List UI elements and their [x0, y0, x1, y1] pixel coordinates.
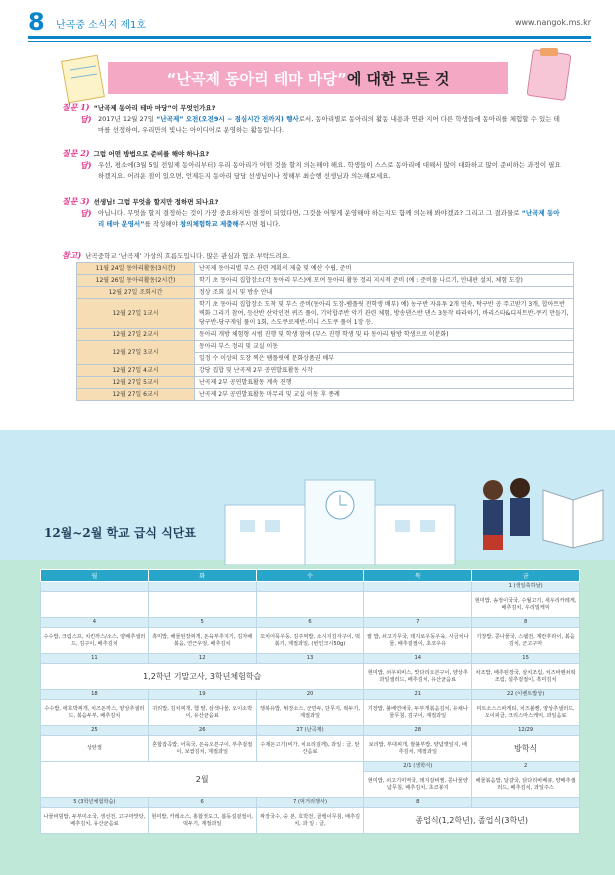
- date-cell: [148, 582, 256, 592]
- menu-cell: 꼬치어묵우동, 김주먹밥, 소시지김자구이, 떡볶기, 계절과일, (번인크시50g): [256, 628, 364, 654]
- date-cell: [256, 582, 364, 592]
- date-cell: 4: [41, 618, 149, 628]
- answer: 답) 2017년 12월 27일 “난곡제” 오전(오전9시 ~ 점심시간 전까지) 행사로서, 동아리별로 동아리의 활동 내용과 연관 지어 다른 학생들에 동아리를 체험할 수 있는 테마를 선정하여, 우리만의 빛나는 아이디어로 운영하는 활동입니다.: [80, 114, 560, 134]
- qa-item-3: [62, 196, 562, 230]
- menu-row: [41, 700, 580, 726]
- menu-cell: [148, 592, 256, 618]
- date-cell: [364, 582, 472, 592]
- date-cell: 12/29: [472, 726, 580, 736]
- menu-cell: 현미밥, 쇠고기미역국, 돼지갈비찜, 콩나물양념무침, 배추김치, 초코봉지: [364, 772, 472, 798]
- date-cell: 22 (이벤트밥상): [472, 690, 580, 700]
- weekday-header-row: [41, 570, 580, 582]
- table-row: [77, 275, 574, 287]
- schedule-desc: 동아리 부스 정리 및 교실 이동: [195, 341, 574, 353]
- table-row: [77, 389, 574, 401]
- date-cell: 27 (난곡제): [256, 726, 364, 736]
- date-row: [41, 798, 580, 808]
- date-cell: 6: [256, 618, 364, 628]
- table-row: [77, 341, 574, 353]
- menu-cell: 혼합잡곡밥, 어묵국, 돈육오븐구이, 부추겉절이, 보쌈김치, 계절과일: [148, 736, 256, 762]
- schedule-time: 12월 27일 4교시: [77, 365, 195, 377]
- weekday-header: 금: [472, 570, 580, 582]
- qa-item-2: [62, 148, 562, 182]
- menu-cell: 미트소스스파게티, 치즈볼빵, 양상추샐러드, 오이피클, 크리스마스케익, 과일음료: [472, 700, 580, 726]
- schedule-desc: 학기 초 동아리 집합장소(각 동아리 부스)에 모여 동아리 활동 정리 지시적 준비 (예 : 준비물 나르기, 안내판 설치, 체험 도장): [195, 275, 574, 287]
- schedule-desc: 일정 수 이상의 도장 찍은 팸플릿에 문화상품권 배부: [195, 353, 574, 365]
- section-title: “난곡제 동아리 테마 마당”에 대한 모든 것: [166, 70, 450, 88]
- menu-cell: 보리밥, 부대찌개, 쌀불부밥, 양념깻잎지, 배추김치, 계절과일: [364, 736, 472, 762]
- date-cell: 20: [256, 690, 364, 700]
- menu-row: [41, 808, 580, 834]
- menu-cell: 해물볶음밥, 달걀국, 닭다리바베큐, 양배추샐러드, 배추김치, 과일주스: [472, 772, 580, 798]
- header-rule: [28, 36, 591, 39]
- menu-cell: 기장밥, 불배연애국, 두부개볶음김치, 유채나물무침, 김구이, 계절과일: [364, 700, 472, 726]
- qa-item-1: [62, 102, 562, 136]
- menu-cell: 현미밥, 송정이국국, 수월고기, 새우리카레게, 배추김치, 우리밀케익: [472, 592, 580, 618]
- date-cell: 7 (먹거리행사): [256, 798, 364, 808]
- schedule-time: 12월 27일 2교시: [77, 329, 195, 341]
- answer: 답) 우선, 평소에(3월 5일 전일제 동아리부터) 우리 동아리가 어떤 것을 할지 의논해야 해요. 학생들이 스스로 동아리에 대해서 많이 대화하고 많이 준비하는 과정이 필요하겠지요. 어려운 점이 있으면, 언제든지 동아리 담당 선생님이나 정해부 최승행 선생님과 의논해보세요.: [80, 160, 561, 180]
- menu-cell: 성탄절: [41, 736, 149, 762]
- menu-row: [41, 736, 580, 762]
- students-illustration: [468, 470, 548, 565]
- schedule-time: 12월 27일 조회시간: [77, 287, 195, 299]
- table-row: [77, 299, 574, 329]
- date-cell: 19: [148, 690, 256, 700]
- answer: 답) 아닙니다. 무엇을 할지 결정하는 것이 가장 중요하지만 결정이 되었다면, 그것을 어떻게 운영해야 하는지도 함께 의논해 봐야겠죠? 그리고 그 결과물로 “난곡제 동아리 테마 운영서”를 작성해야 창의체험학교 제출해주시면 됩니다.: [80, 208, 560, 228]
- weekday-header: 수: [256, 570, 364, 582]
- date-cell: [41, 582, 149, 592]
- date-cell: 26: [148, 726, 256, 736]
- header-rule-thin: [28, 41, 591, 42]
- date-cell: 28: [364, 726, 472, 736]
- page-header: [0, 0, 615, 46]
- publication-name: 난곡중 소식지 제1호: [56, 20, 146, 31]
- menu-row: [41, 628, 580, 654]
- school-url[interactable]: www.nangok.ms.kr: [514, 18, 591, 27]
- date-row: [41, 618, 580, 628]
- vacation-cell: 방학식: [472, 736, 580, 762]
- clipboard-illustration: [520, 42, 580, 102]
- menu-cell: 차조밥, 배추된장국, 삼치조림, 치즈바렌쇠떡조림, 설추겉절이, 흑미김치: [472, 664, 580, 690]
- weekday-header: 목: [364, 570, 472, 582]
- exam-notice-cell: 1,2학년 기말고사, 3학년체험학습: [41, 664, 364, 690]
- question: 질문 3) 선생님! 그럼 무엇을 할지만 정하면 되나요?: [62, 196, 219, 206]
- schedule-desc: 학기 초 동아리 집합장소 도착 및 부스 준비(동아리 도장-팸플릿 전학생 배부) 예) 농구반 자유투 2개 연속, 탁구반 공 주고받기 3개, 합아트반 벽화 그리기 참여, 등산반 산악인전 퀴즈 풀이, 기악합주반 악기 관련 체험, 방송댄스반 댄스 3동작 따라하기, 바리스타&디저트반-쿠키 만들기, 당구반-당구게임 풀이 1회, 스도쿠로제반-미니 스도쿠 풀이 1장 등.: [195, 299, 574, 329]
- date-cell: 5 (3학년체험학습): [41, 798, 149, 808]
- menu-cell: [364, 592, 472, 618]
- page-number: 8: [28, 8, 45, 36]
- question: 질문 2) 그럼 어떤 방법으로 준비를 해야 하나요?: [62, 148, 210, 158]
- date-cell: 2/1 (생학식): [364, 762, 472, 772]
- schedule-time: 11월 24일 동아리활동(3시간): [77, 263, 195, 275]
- schedule-desc: 난곡제 동아리별 부스 관련 계획서 제출 및 예산 수립, 준비: [195, 263, 574, 275]
- date-cell: 12: [148, 654, 256, 664]
- lunch-menu-title: 12월~2월 학교 급식 식단표: [44, 526, 196, 540]
- date-row: [41, 582, 580, 592]
- schedule-desc: 강당 집합 및 난곡제 2부 공연발표활동 시작: [195, 365, 574, 377]
- date-cell: 14: [364, 654, 472, 664]
- schedule-time: 12월 27일 1교시: [77, 299, 195, 329]
- question: 질문 1) “난곡제 동아리 테마 마당”이 무엇인가요?: [62, 102, 216, 112]
- date-row: [41, 654, 580, 664]
- table-row: [77, 377, 574, 389]
- date-cell: 8: [472, 618, 580, 628]
- school-building-illustration: [205, 475, 475, 565]
- menu-row: [41, 664, 580, 690]
- date-cell: [472, 798, 580, 808]
- date-cell: 6: [148, 798, 256, 808]
- graduation-cell: 종업식(1,2학년), 졸업식(3학년): [364, 808, 580, 834]
- open-book-illustration: [538, 470, 608, 550]
- date-cell: 2: [472, 762, 580, 772]
- schedule-time: 12월 27일 3교시: [77, 341, 195, 365]
- month-label-cell: 2월: [41, 762, 364, 798]
- menu-cell: 귀리밥, 김치찌개, 햄 말, 삼색나물, 오이소박이, 유산균음료: [148, 700, 256, 726]
- table-row: [77, 365, 574, 377]
- lunch-menu-table: [40, 569, 580, 834]
- menu-cell: 나물비빔밥, 두부미소국, 생선전, 고구마맛탕, 배추김치, 유산균음료: [41, 808, 149, 834]
- date-cell: 1 (생일축하날): [472, 582, 580, 592]
- date-row: [41, 762, 580, 772]
- reference-note: 참고) 난곡중학교 ‘난곡제’ 가상의 흐름도입니다. 많은 관심과 협조 부탁드려요.: [62, 250, 291, 260]
- menu-cell: 수수밥, 애호박찌개, 치즈돈까스, 양상추샐러드, 볶음두부, 배추김치: [41, 700, 149, 726]
- schedule-time: 12월 26일 동아리활동(2시간): [77, 275, 195, 287]
- schedule-time: 12월 27일 6교시: [77, 389, 195, 401]
- date-cell: 15: [472, 654, 580, 664]
- menu-row: [41, 592, 580, 618]
- weekday-header: 월: [41, 570, 149, 582]
- paper-doodle-illustration: [60, 50, 110, 105]
- menu-cell: 흑미밥, 해물된장찌개, 돈육부추지기, 김자배볶음, 연근우엉, 배추김치: [148, 628, 256, 654]
- title-banner: [108, 62, 508, 94]
- date-cell: 13: [256, 654, 364, 664]
- date-cell: 11: [41, 654, 149, 664]
- menu-cell: 현미밥, 쇠우피비스, 맛다리오븐구이, 양상추과일샐러드, 배추김치, 유산균음료: [364, 664, 472, 690]
- table-row: [77, 287, 574, 299]
- menu-cell: 행복유밥, 튀장소스, 군만두, 단무지, 떡두기, 계절과일: [256, 700, 364, 726]
- menu-cell: 현미밥, 카레소스, 홍합젓도그, 봄동설겉절이, 떡두기, 계절과일: [148, 808, 256, 834]
- schedule-desc: 정상 조회 실시 및 방송 안내: [195, 287, 574, 299]
- menu-cell: 수수밥, 크림스프, 치킨까스/소스, 양배추샐러드, 김구이, 배추김치: [41, 628, 149, 654]
- date-cell: 5: [148, 618, 256, 628]
- date-cell: 8: [364, 798, 472, 808]
- date-row: [41, 726, 580, 736]
- schedule-desc: 난곡제 2부 공연발표활동 계속 진행: [195, 377, 574, 389]
- menu-cell: [256, 592, 364, 618]
- date-cell: 7: [364, 618, 472, 628]
- menu-cell: [41, 592, 149, 618]
- date-cell: 25: [41, 726, 149, 736]
- menu-cell: 쌀 밥, 쇠고기무국, 돼지로우동우육, 시금치나물, 배추겉절이, 초코우유: [364, 628, 472, 654]
- date-cell: 18: [41, 690, 149, 700]
- menu-cell: 기장밥, 콩나물국, 스팸전, 계란후라이, 볶음김치, 군고구마: [472, 628, 580, 654]
- table-row: [77, 329, 574, 341]
- menu-cell: 짜장국수, 숭 본, 호박전, 골뱅이무침, 배추김치, 과 일 : 글,: [256, 808, 364, 834]
- date-row: [41, 690, 580, 700]
- table-row: [77, 263, 574, 275]
- schedule-desc: 난곡제 2부 공연발표활동 마무리 및 교실 이동 후 종례: [195, 389, 574, 401]
- festival-schedule-table: [76, 262, 574, 401]
- date-cell: 21: [364, 690, 472, 700]
- schedule-desc: 동아리 개방 체험형 시범 진행 및 학생 참여 (부스 진행 학생 및 타 동아리 탐방 학생으로 이분화): [195, 329, 574, 341]
- weekday-header: 화: [148, 570, 256, 582]
- menu-cell: 수제돈고기(비가, 치요리걸깨), 과일 : 글, 탄산음료: [256, 736, 364, 762]
- schedule-time: 12월 27일 5교시: [77, 377, 195, 389]
